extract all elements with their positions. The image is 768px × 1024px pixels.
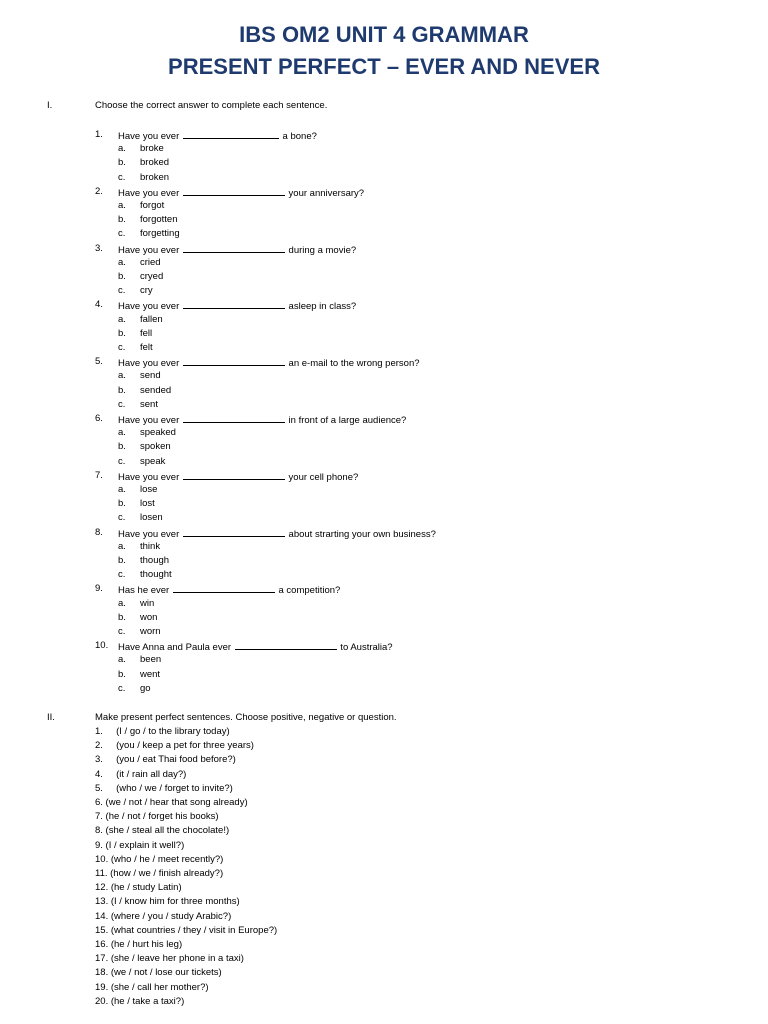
sentence-prompt: 3. (you / eat Thai food before?): [95, 754, 236, 766]
option-text[interactable]: broken: [140, 171, 170, 183]
answer-blank[interactable]: [183, 356, 285, 366]
option-letter: c.: [118, 171, 126, 183]
question-ending: an e-mail to the wrong person?: [285, 358, 420, 370]
option-letter: c.: [118, 512, 126, 524]
option-text[interactable]: forgotten: [140, 214, 178, 226]
question-text: [118, 299, 356, 312]
question-text: [118, 186, 364, 199]
option-letter: b.: [118, 668, 126, 680]
option-letter: a.: [118, 540, 126, 552]
option-text[interactable]: forgot: [140, 200, 165, 211]
question-number: 8.: [95, 526, 103, 538]
answer-blank[interactable]: [235, 640, 337, 650]
question-stem: Have you ever: [118, 301, 182, 313]
option-letter: a.: [118, 484, 126, 495]
section2-instruction: Make present perfect sentences. Choose positive, negative or question.: [95, 712, 397, 723]
option-text[interactable]: broke: [140, 143, 164, 155]
sentence-prompt: 2. (you / keep a pet for three years): [95, 740, 254, 752]
option-letter: c.: [118, 455, 126, 467]
option-letter: c.: [118, 682, 126, 694]
option-text[interactable]: lose: [140, 484, 158, 495]
answer-blank[interactable]: [183, 186, 285, 196]
sentence-prompt: 10. (who / he / meet recently?): [95, 853, 224, 865]
sentence-prompt: 5. (who / we / forget to invite?): [95, 782, 233, 794]
option-letter: c.: [118, 342, 126, 353]
option-letter: b.: [118, 214, 126, 226]
worksheet-title-line1: IBS OM2 UNIT 4 GRAMMAR: [239, 22, 529, 47]
question-ending: your cell phone?: [285, 471, 359, 483]
question-ending: to Australia?: [337, 642, 393, 654]
sentence-prompt: 20. (he / take a taxi?): [95, 995, 185, 1007]
option-text[interactable]: losen: [140, 512, 163, 524]
option-text[interactable]: sent: [140, 398, 158, 410]
option-letter: c.: [118, 228, 126, 240]
option-text[interactable]: felt: [140, 342, 153, 353]
question-ending: a bone?: [279, 131, 317, 142]
question-number: 9.: [95, 583, 103, 595]
answer-blank[interactable]: [183, 413, 285, 423]
answer-blank[interactable]: [183, 243, 285, 253]
option-letter: b.: [118, 271, 126, 282]
question-text: [118, 583, 340, 596]
option-letter: a.: [118, 597, 126, 609]
answer-blank[interactable]: [183, 129, 279, 139]
question-stem: Has he ever: [118, 585, 172, 597]
option-text[interactable]: fallen: [140, 313, 163, 325]
option-text[interactable]: fell: [140, 327, 153, 339]
option-letter: c.: [118, 569, 126, 581]
option-text[interactable]: forgetting: [140, 228, 180, 240]
question-stem: Have you ever: [118, 471, 182, 483]
option-letter: b.: [118, 384, 126, 396]
question-number: 2.: [95, 185, 103, 197]
option-letter: c.: [118, 398, 126, 410]
option-text[interactable]: cryed: [140, 271, 164, 282]
question-text: [118, 527, 436, 540]
option-letter: b.: [118, 611, 126, 623]
option-text[interactable]: cried: [140, 256, 161, 268]
option-text[interactable]: think: [140, 540, 161, 552]
option-text[interactable]: lost: [140, 498, 155, 510]
option-letter: b.: [118, 157, 126, 169]
sentence-prompt: 13. (I / know him for three months): [95, 896, 240, 908]
option-letter: b.: [118, 441, 126, 453]
sentence-prompt: 1. (I / go / to the library today): [95, 726, 230, 737]
question-text: [118, 413, 406, 426]
section2-numeral: II.: [47, 712, 55, 723]
section1-numeral: I.: [47, 100, 53, 111]
option-letter: a.: [118, 143, 126, 155]
question-number: 5.: [95, 356, 103, 368]
answer-blank[interactable]: [173, 583, 275, 593]
option-letter: b.: [118, 498, 126, 510]
sentence-prompt: 14. (where / you / study Arabic?): [95, 910, 232, 922]
question-stem: Have you ever: [118, 131, 182, 142]
sentence-prompt: 12. (he / study Latin): [95, 882, 182, 894]
option-text[interactable]: win: [140, 597, 155, 609]
question-stem: Have Anna and Paula ever: [118, 642, 234, 654]
option-text[interactable]: sended: [140, 384, 172, 396]
question-number: 7.: [95, 469, 103, 481]
option-letter: c.: [118, 626, 126, 637]
sentence-prompt: 11. (how / we / finish already?): [95, 868, 224, 879]
option-text[interactable]: broked: [140, 157, 170, 169]
option-letter: a.: [118, 200, 126, 211]
sentence-prompt: 6. (we / not / hear that song already): [95, 797, 248, 808]
question-ending: during a movie?: [285, 244, 357, 256]
question-ending: in front of a large audience?: [285, 415, 407, 426]
option-text[interactable]: won: [140, 611, 158, 623]
option-text[interactable]: spoken: [140, 441, 171, 453]
sentence-prompt: 4. (it / rain all day?): [95, 768, 187, 780]
sentence-prompt: 9. (I / explain it well?): [95, 839, 185, 851]
answer-blank[interactable]: [183, 527, 285, 537]
option-letter: b.: [118, 327, 126, 339]
option-text[interactable]: send: [140, 370, 161, 382]
option-text[interactable]: went: [140, 668, 161, 680]
question-stem: Have you ever: [118, 415, 182, 426]
option-text[interactable]: speak: [140, 455, 166, 467]
option-letter: a.: [118, 370, 126, 382]
section1-instruction: Choose the correct answer to complete each sentence.: [95, 100, 328, 111]
option-text[interactable]: go: [140, 682, 151, 694]
option-text[interactable]: thought: [140, 569, 172, 581]
option-text[interactable]: cry: [140, 285, 153, 297]
option-text[interactable]: been: [140, 654, 162, 666]
answer-blank[interactable]: [183, 299, 285, 309]
question-stem: Have you ever: [118, 187, 182, 199]
option-text[interactable]: though: [140, 555, 170, 566]
question-text: [118, 243, 356, 256]
option-letter: b.: [118, 555, 126, 566]
sentence-prompt: 8. (she / steal all the chocolate!): [95, 825, 230, 837]
sentence-prompt: 17. (she / leave her phone in a taxi): [95, 953, 244, 965]
option-text[interactable]: speaked: [140, 427, 176, 439]
option-letter: a.: [118, 654, 126, 666]
option-text[interactable]: worn: [140, 626, 161, 637]
option-letter: a.: [118, 256, 126, 268]
question-stem: Have you ever: [118, 528, 182, 540]
question-stem: Have you ever: [118, 358, 182, 370]
sentence-prompt: 16. (he / hurt his leg): [95, 939, 183, 950]
question-ending: about strarting your own business?: [285, 528, 436, 540]
worksheet-title-line2: PRESENT PERFECT – EVER AND NEVER: [168, 54, 600, 79]
sentence-prompt: 15. (what countries / they / visit in Europe?): [95, 924, 278, 936]
option-letter: c.: [118, 285, 126, 297]
option-letter: a.: [118, 427, 126, 439]
option-letter: a.: [118, 313, 126, 325]
question-number: 10.: [95, 640, 109, 652]
question-text: [118, 129, 317, 142]
sentence-prompt: 18. (we / not / lose our tickets): [95, 967, 222, 979]
question-number: 4.: [95, 299, 103, 311]
answer-blank[interactable]: [183, 470, 285, 480]
question-number: 1.: [95, 129, 103, 140]
question-ending: asleep in class?: [285, 301, 357, 313]
question-text: [118, 470, 358, 483]
question-ending: your anniversary?: [285, 187, 365, 199]
sentence-prompt: 7. (he / not / forget his books): [95, 811, 219, 823]
question-number: 6.: [95, 413, 103, 424]
question-stem: Have you ever: [118, 244, 182, 256]
question-ending: a competition?: [275, 585, 341, 597]
question-text: [118, 640, 393, 653]
question-number: 3.: [95, 242, 103, 254]
sentence-prompt: 19. (she / call her mother?): [95, 981, 209, 993]
question-text: [118, 356, 420, 369]
